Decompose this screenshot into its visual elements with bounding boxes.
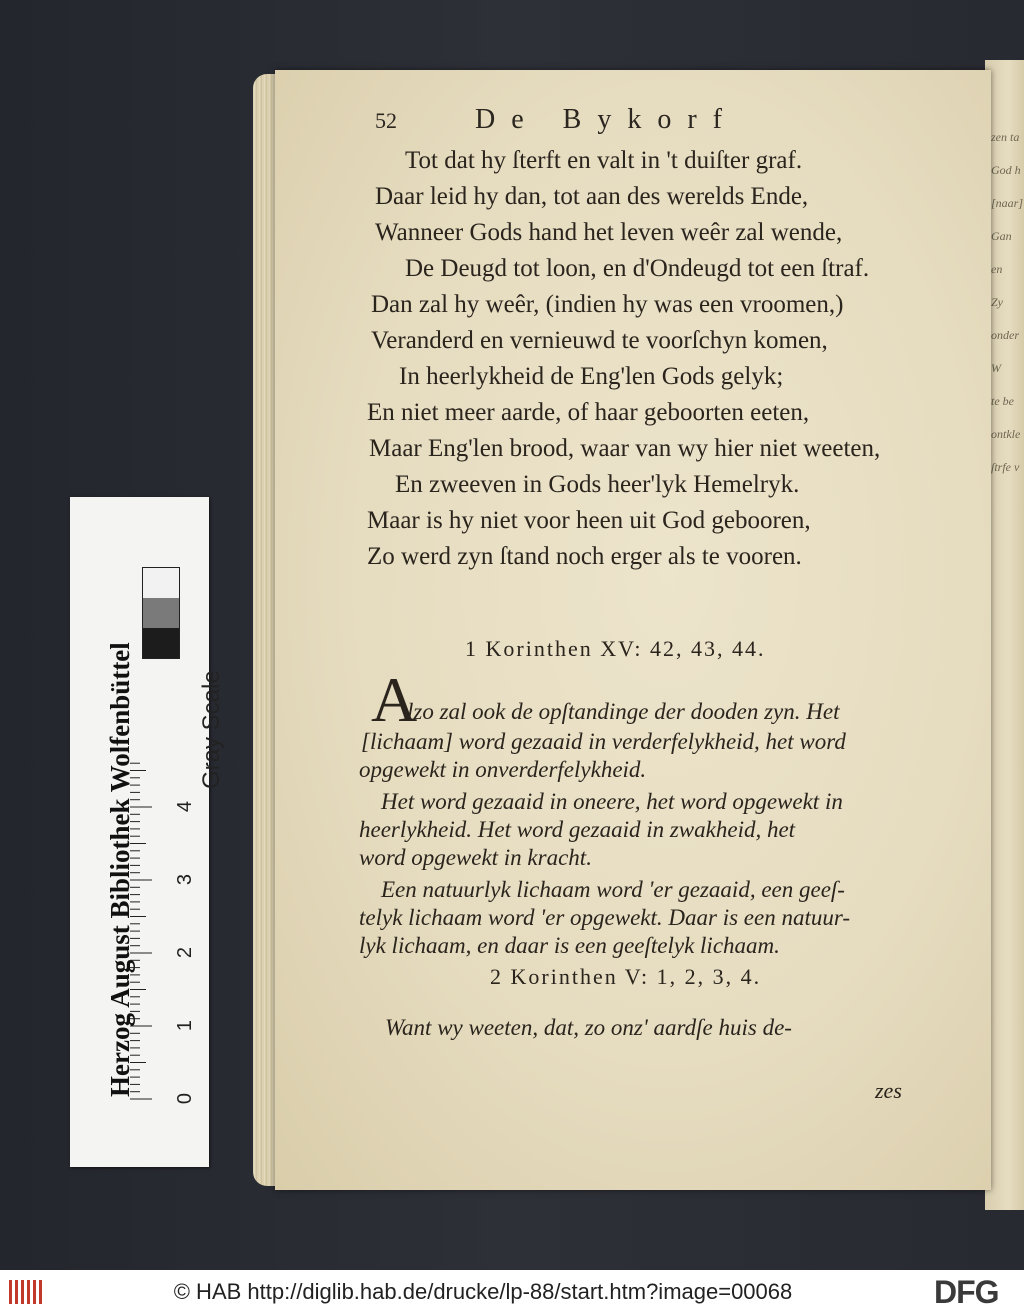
poem-line: Maar Eng'len brood, waar van wy hier niet weeten,: [369, 435, 881, 462]
footer-bar: [0, 1270, 1024, 1314]
catchword: zes: [875, 1078, 902, 1103]
footer-url[interactable]: © HAB http://diglib.hab.de/drucke/lp-88/start.htm?image=00068: [173, 1279, 793, 1304]
ruler-number: 1: [174, 1019, 197, 1032]
facing-page-fragment: God h: [991, 163, 1021, 177]
poem-line: En zweeven in Gods heer'lyk Hemelryk.: [395, 471, 800, 498]
running-title: De Bykorf: [475, 104, 738, 135]
section-heading-1: 1 Korinthen XV: 42, 43, 44.: [465, 636, 766, 661]
ruler-number: 4: [174, 800, 197, 813]
running-head: [375, 104, 895, 140]
poem-line: Wanneer Gods hand het leven weêr zal wende,: [375, 219, 843, 246]
facing-page-fragment: zen ta: [991, 130, 1020, 144]
page-number: 52: [375, 108, 397, 133]
prose-line: Het word gezaaid in oneere, het word opgewekt in: [381, 789, 843, 814]
facing-page-fragment: onder: [991, 328, 1019, 342]
poem-line: Veranderd en vernieuwd te voorſchyn komen,: [371, 327, 828, 354]
facing-page-fragment: te be: [991, 394, 1014, 408]
poem-line: De Deugd tot loon, en d'Ondeugd tot een ſtraf.: [405, 255, 870, 282]
poem-line: En niet meer aarde, of haar geboorten eeten,: [367, 399, 810, 426]
prose-line: Een natuurlyk lichaam word 'er gezaaid, een geeſ-: [381, 877, 845, 902]
ruler-ticks: [70, 497, 209, 1167]
ruler-number: 0: [174, 1092, 197, 1105]
hab-logo-icon: [8, 1278, 46, 1306]
gray-scale-ruler: [70, 497, 225, 1167]
facing-page-fragment: en: [991, 262, 1003, 276]
prose-line: lyk lichaam, en daar is een geeſtelyk lichaam.: [359, 933, 780, 958]
book-page: [275, 70, 991, 1190]
facing-page-fragment: Gan: [991, 229, 1012, 243]
dfg-logo: DFG: [934, 1274, 999, 1310]
prose-line: opgewekt in onverderfelykheid.: [359, 757, 647, 782]
facing-page-fragment: [naar]: [991, 196, 1024, 210]
poem-line: Daar leid hy dan, tot aan des werelds Ende,: [375, 183, 809, 210]
facing-page-fragment: W: [991, 361, 1001, 375]
prose-line: word opgewekt in kracht.: [359, 845, 592, 870]
poem-line: Tot dat hy ſterft en valt in 't duiſter graf.: [405, 147, 803, 174]
prose-line: lzo zal ook de opſtandinge der dooden zyn. Het: [407, 699, 840, 724]
poem-line: Dan zal hy weêr, (indien hy was een vroomen,): [371, 291, 844, 318]
facing-page-fragment: ontkle: [991, 427, 1021, 441]
prose-line: heerlykheid. Het word gezaaid in zwakheid, het: [359, 817, 796, 842]
poem-line: In heerlykheid de Eng'len Gods gelyk;: [399, 363, 784, 390]
facing-page-fragment: ſtrfe v: [991, 460, 1020, 474]
poem-line: Zo werd zyn ſtand noch erger als te vooren.: [367, 543, 802, 570]
prose-line: telyk lichaam word 'er opgewekt. Daar is een natuur-: [359, 905, 850, 930]
ruler-number: 3: [174, 873, 197, 886]
prose-line: Want wy weeten, dat, zo onz' aardſe huis de-: [385, 1015, 792, 1040]
poem-line: Maar is hy niet voor heen uit God gebooren,: [367, 507, 811, 534]
gray-scale-label: Gray Scale: [198, 670, 225, 789]
prose-line: [lichaam] word gezaaid in verderfelykheid, het word: [361, 729, 846, 754]
ruler-library-label: Herzog August Bibliothek Wolfenbüttel: [105, 642, 135, 1097]
drop-cap: A: [371, 664, 418, 735]
ruler-number: 2: [174, 946, 197, 959]
facing-page-fragment: Zy: [991, 295, 1003, 309]
section-heading-2: 2 Korinthen V: 1, 2, 3, 4.: [490, 964, 762, 989]
